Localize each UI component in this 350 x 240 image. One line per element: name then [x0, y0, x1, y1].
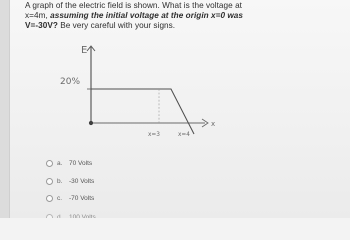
answer-option-d[interactable]: [46, 211, 96, 218]
answer-option-d-letter: d.: [57, 213, 63, 218]
answer-option-a[interactable]: [46, 157, 92, 169]
y-axis-label: E: [81, 45, 88, 56]
answer-option-c-text: -70 Volts: [69, 194, 95, 202]
answer-option-c-letter: c.: [57, 194, 63, 202]
electric-field-graph-svg: [40, 41, 230, 151]
question-line-3-bold: V=-30V?: [25, 21, 58, 30]
origin-point: [89, 121, 93, 125]
question-line-2-bold: assuming the initial voltage at the origin x=0 was: [50, 11, 244, 20]
x4-label: x=4: [178, 132, 190, 138]
radio-button-d[interactable]: [46, 214, 53, 219]
radio-button-b[interactable]: [46, 178, 53, 185]
question-text: [25, 1, 345, 31]
question-line-1: A graph of the electric field is shown. What is the voltage at: [25, 1, 242, 10]
radio-button-c[interactable]: [46, 195, 53, 202]
answer-option-c[interactable]: [46, 192, 94, 204]
answer-option-b-letter: b.: [57, 177, 63, 185]
answer-option-d-text: 100 Volts: [69, 213, 96, 218]
x3-label: x=3: [148, 132, 160, 138]
field-value-label: 20%: [60, 77, 81, 87]
answer-option-a-text: 70 Volts: [69, 159, 93, 167]
question-line-3: [25, 21, 345, 31]
answer-options: [46, 150, 166, 218]
question-line-2: [25, 11, 345, 21]
field-graph-line: [91, 89, 194, 134]
radio-button-a[interactable]: [46, 160, 53, 167]
answer-option-a-letter: a.: [57, 159, 63, 167]
left-edge-strip: [0, 0, 10, 218]
answer-option-b-text: -30 Volts: [69, 177, 95, 185]
question-line-3-rest: Be very careful with your signs.: [57, 21, 176, 30]
x-axis-label: x: [211, 120, 216, 128]
electric-field-graph: [40, 41, 230, 151]
question-line-2-prefix: x=4m,: [25, 11, 51, 20]
answer-option-b[interactable]: [46, 175, 94, 187]
